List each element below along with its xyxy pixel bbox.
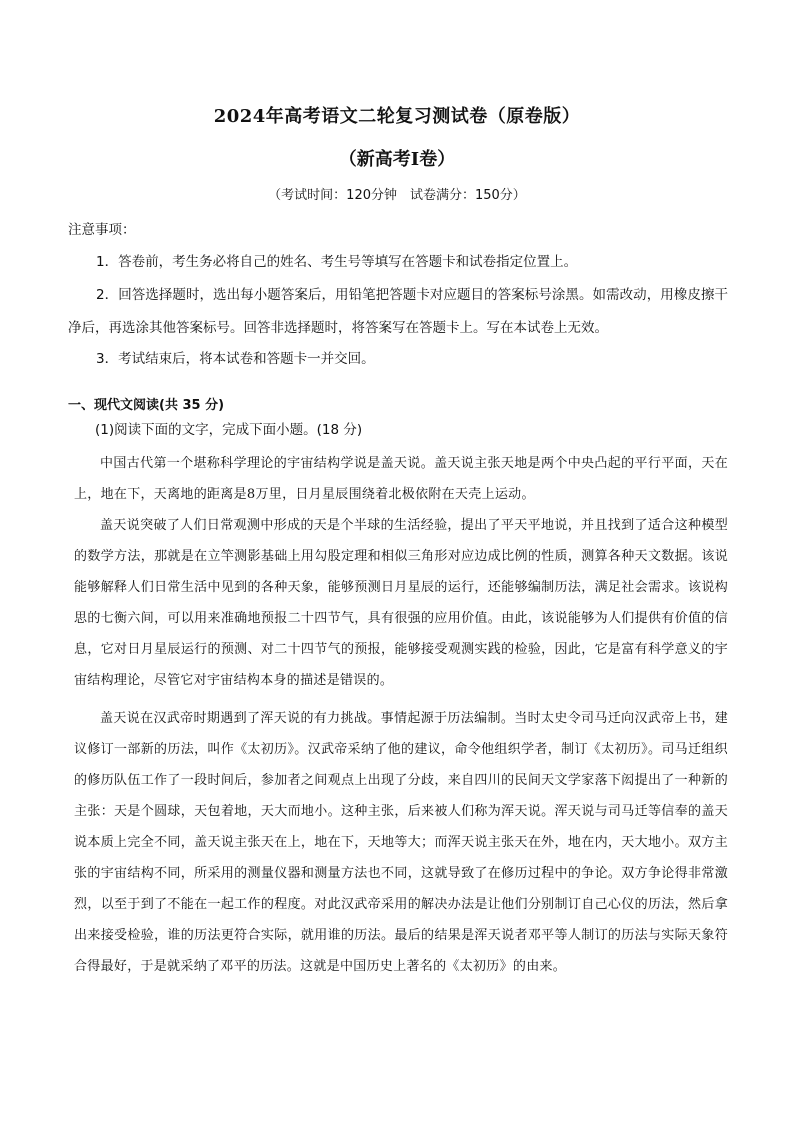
notice-heading: 注意事项：	[68, 222, 136, 238]
section-heading-modern-reading: 一、现代文阅读(共 35 分)	[68, 398, 225, 413]
exam-subtitle: （新高考Ⅰ卷）	[338, 149, 456, 170]
notice-item-1: 1．答卷前，考生务必将自己的姓名、考生号等填写在答题卡和试卷指定位置上。	[96, 254, 578, 270]
notice-item-3: 3．考试结束后，将本试卷和答题卡一并交回。	[96, 351, 375, 367]
passage-paragraph-1: 中国古代第一个堪称科学理论的宇宙结构学说是盖天说。盖天说主张天地是两个中央凸起的平行平面，天在上，地在下，天离地的距离是8万里，日月星辰围绕着北极依附在天壳上运动。	[74, 456, 728, 502]
exam-title: 2024年高考语文二轮复习测试卷（原卷版）	[213, 106, 581, 127]
passage-paragraph-2: 盖天说突破了人们日常观测中形成的天是个半球的生活经验，提出了平天平地说，并且找到了适合这种模型的数学方法，那就是在立竿测影基础上用勾股定理和相似三角形对应边成比例的性质，测算各种天文数据。该说能够解释人们日常生活中见到的各种天象，能够预测日月星辰的运行，还能够编制历法，满足社会需求。该说构思的七衡六间，可以用来准确地预报二十四节气，具有很强的应用价值。由此，该说能够为人们提供有价值的信息，它对日月星辰运行的预测、对二十四节气的预报，能够接受观测实践的检验，因此，它是富有科学意义的宇宙结构理论，尽管它对宇宙结构本身的描述是错误的。	[74, 518, 728, 688]
question-intro: (1)阅读下面的文字，完成下面小题。(18 分)	[95, 422, 363, 438]
exam-time-score-info: （考试时间：120分钟 试卷满分：150分）	[268, 188, 526, 203]
notice-item-2: 2．回答选择题时，选出每小题答案后，用铅笔把答题卡对应题目的答案标号涂黑。如需改动，用橡皮擦干净后，再选涂其他答案标号。回答非选择题时，将答案写在答题卡上。写在本试卷上无效。	[68, 287, 728, 336]
passage-paragraph-3: 盖天说在汉武帝时期遇到了浑天说的有力挑战。事情起源于历法编制。当时太史令司马迁向汉武帝上书，建议修订一部新的历法，叫作《太初历》。汉武帝采纳了他的建议，命令他组织学者，制订《太初历》。司马迁组织的修历队伍工作了一段时间后，参加者之间观点上出现了分歧，来自四川的民间天文学家落下闳提出了一种新的主张：天是个圆球，天包着地，天大而地小。这种主张，后来被人们称为浑天说。浑天说与司马迁等信奉的盖天说本质上完全不同，盖天说主张天在上，地在下，天地等大；而浑天说主张天在外，地在内，天大地小。双方主张的宇宙结构不同，所采用的测量仪器和测量方法也不同，这就导致了在修历过程中的争论。双方争论得非常激烈，以至于到了不能在一起工作的程度。对此汉武帝采用的解决办法是让他们分别制订自己心仪的历法，然后拿出来接受检验，谁的历法更符合实际，就用谁的历法。最后的结果是浑天说者邓平等人制订的历法与实际天象符合得最好，于是就采纳了邓平的历法。这就是中国历史上著名的《太初历》的由来。	[74, 711, 728, 974]
